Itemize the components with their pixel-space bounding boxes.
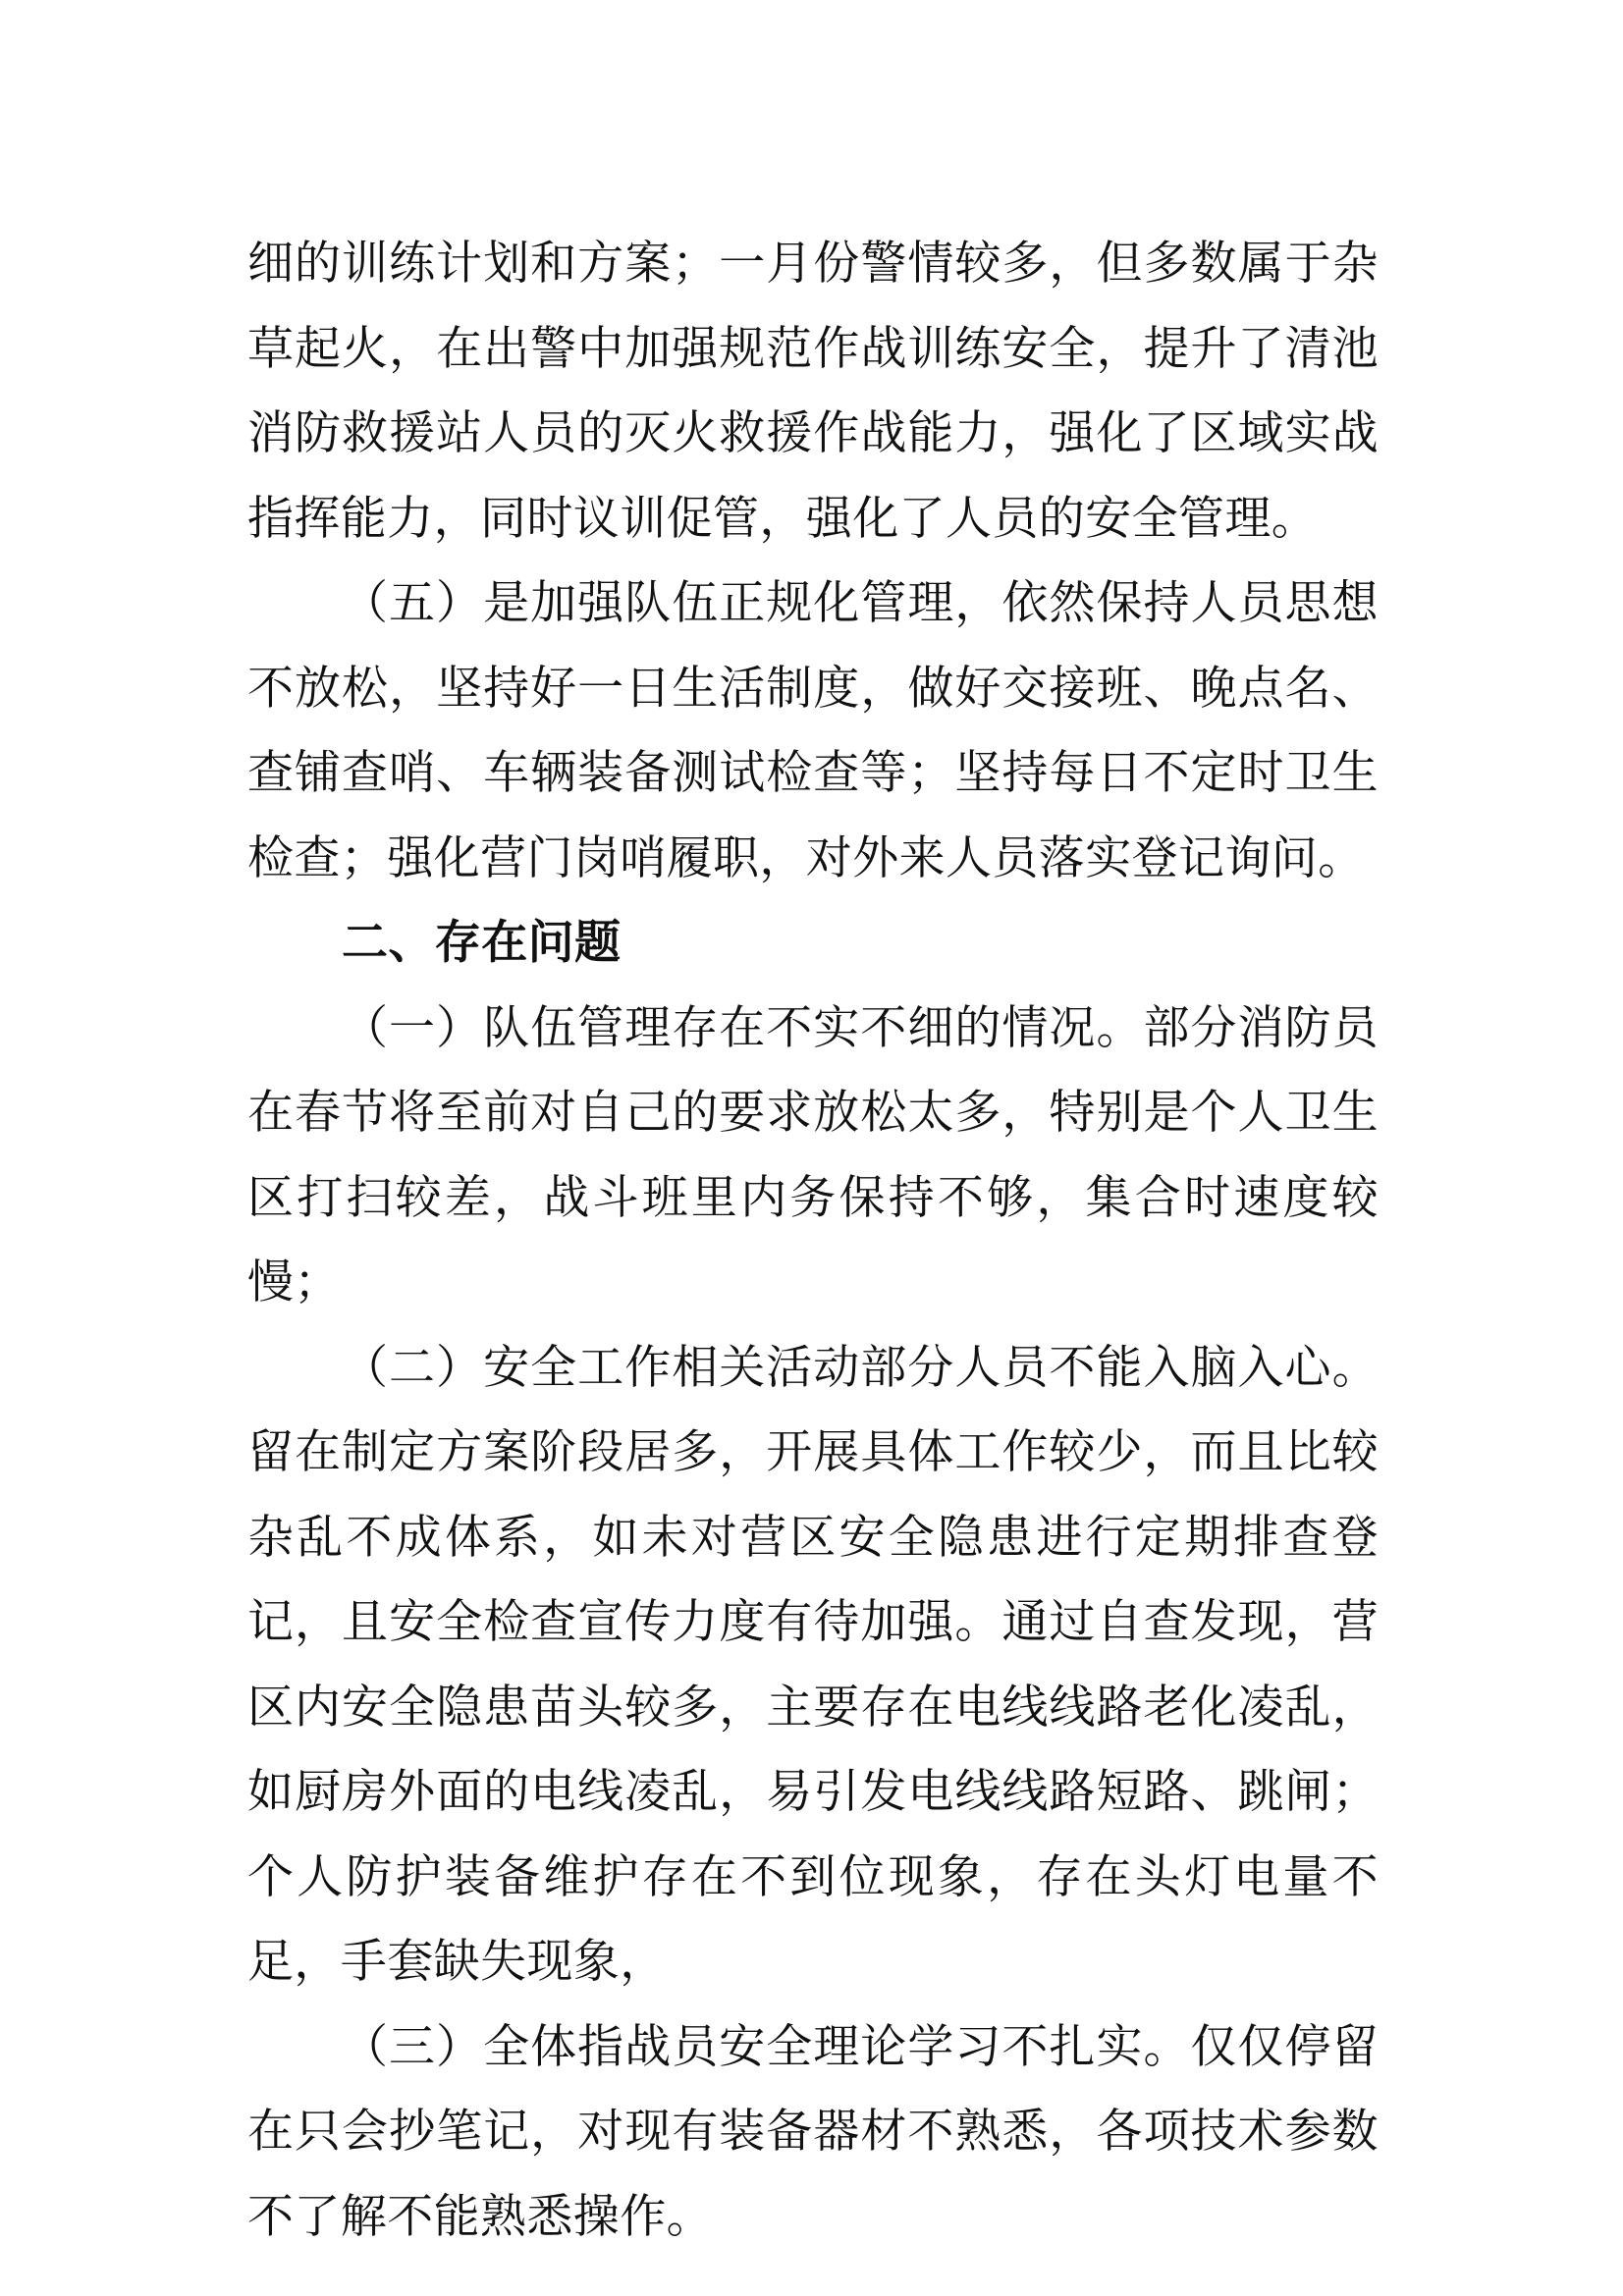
paragraph-problem-1: （一）队伍管理存在不实不细的情况。部分消防员在春节将至前对自己的要求放松太多，特别是个人卫生区打扫较差，战斗班里内务保持不够，集合时速度较慢； (247, 1000, 1379, 1309)
section-heading-problems: 二、存在问题 (342, 916, 622, 970)
paragraph-problem-3: （三）全体指战员安全理论学习不扎实。仅仅停留在只会抄笔记，对现有装备器材不熟悉，各项技术参数不了解不能熟悉操作。 (247, 2019, 1379, 2244)
document-page (247, 222, 1379, 2260)
paragraph-item-5: （五）是加强队伍正规化管理，依然保持人员思想不放松，坚持好一日生活制度，做好交接班、晚点名、查铺查哨、车辆装备测试检查等；坚持每日不定时卫生检查；强化营门岗哨履职，对外来人员落实登记询问。 (247, 576, 1379, 885)
paragraph-problem-2: （二）安全工作相关活动部分人员不能入脑入心。留在制定方案阶段居多，开展具体工作较少，而且比较杂乱不成体系，如未对营区安全隐患进行定期排查登记，且安全检查宣传力度有待加强。通过自查发现，营区内安全隐患苗头较多，主要存在电线线路老化凌乱，如厨房外面的电线凌乱，易引发电线线路短路、跳闸；个人防护装备维护存在不到位现象，存在头灯电量不足，手套缺失现象， (247, 1340, 1379, 1989)
paragraph-continuation: 细的训练计划和方案；一月份警情较多，但多数属于杂草起火，在出警中加强规范作战训练安全，提升了清池消防救援站人员的灭火救援作战能力，强化了区域实战指挥能力，同时议训促管，强化了人员的安全管理。 (247, 237, 1379, 546)
